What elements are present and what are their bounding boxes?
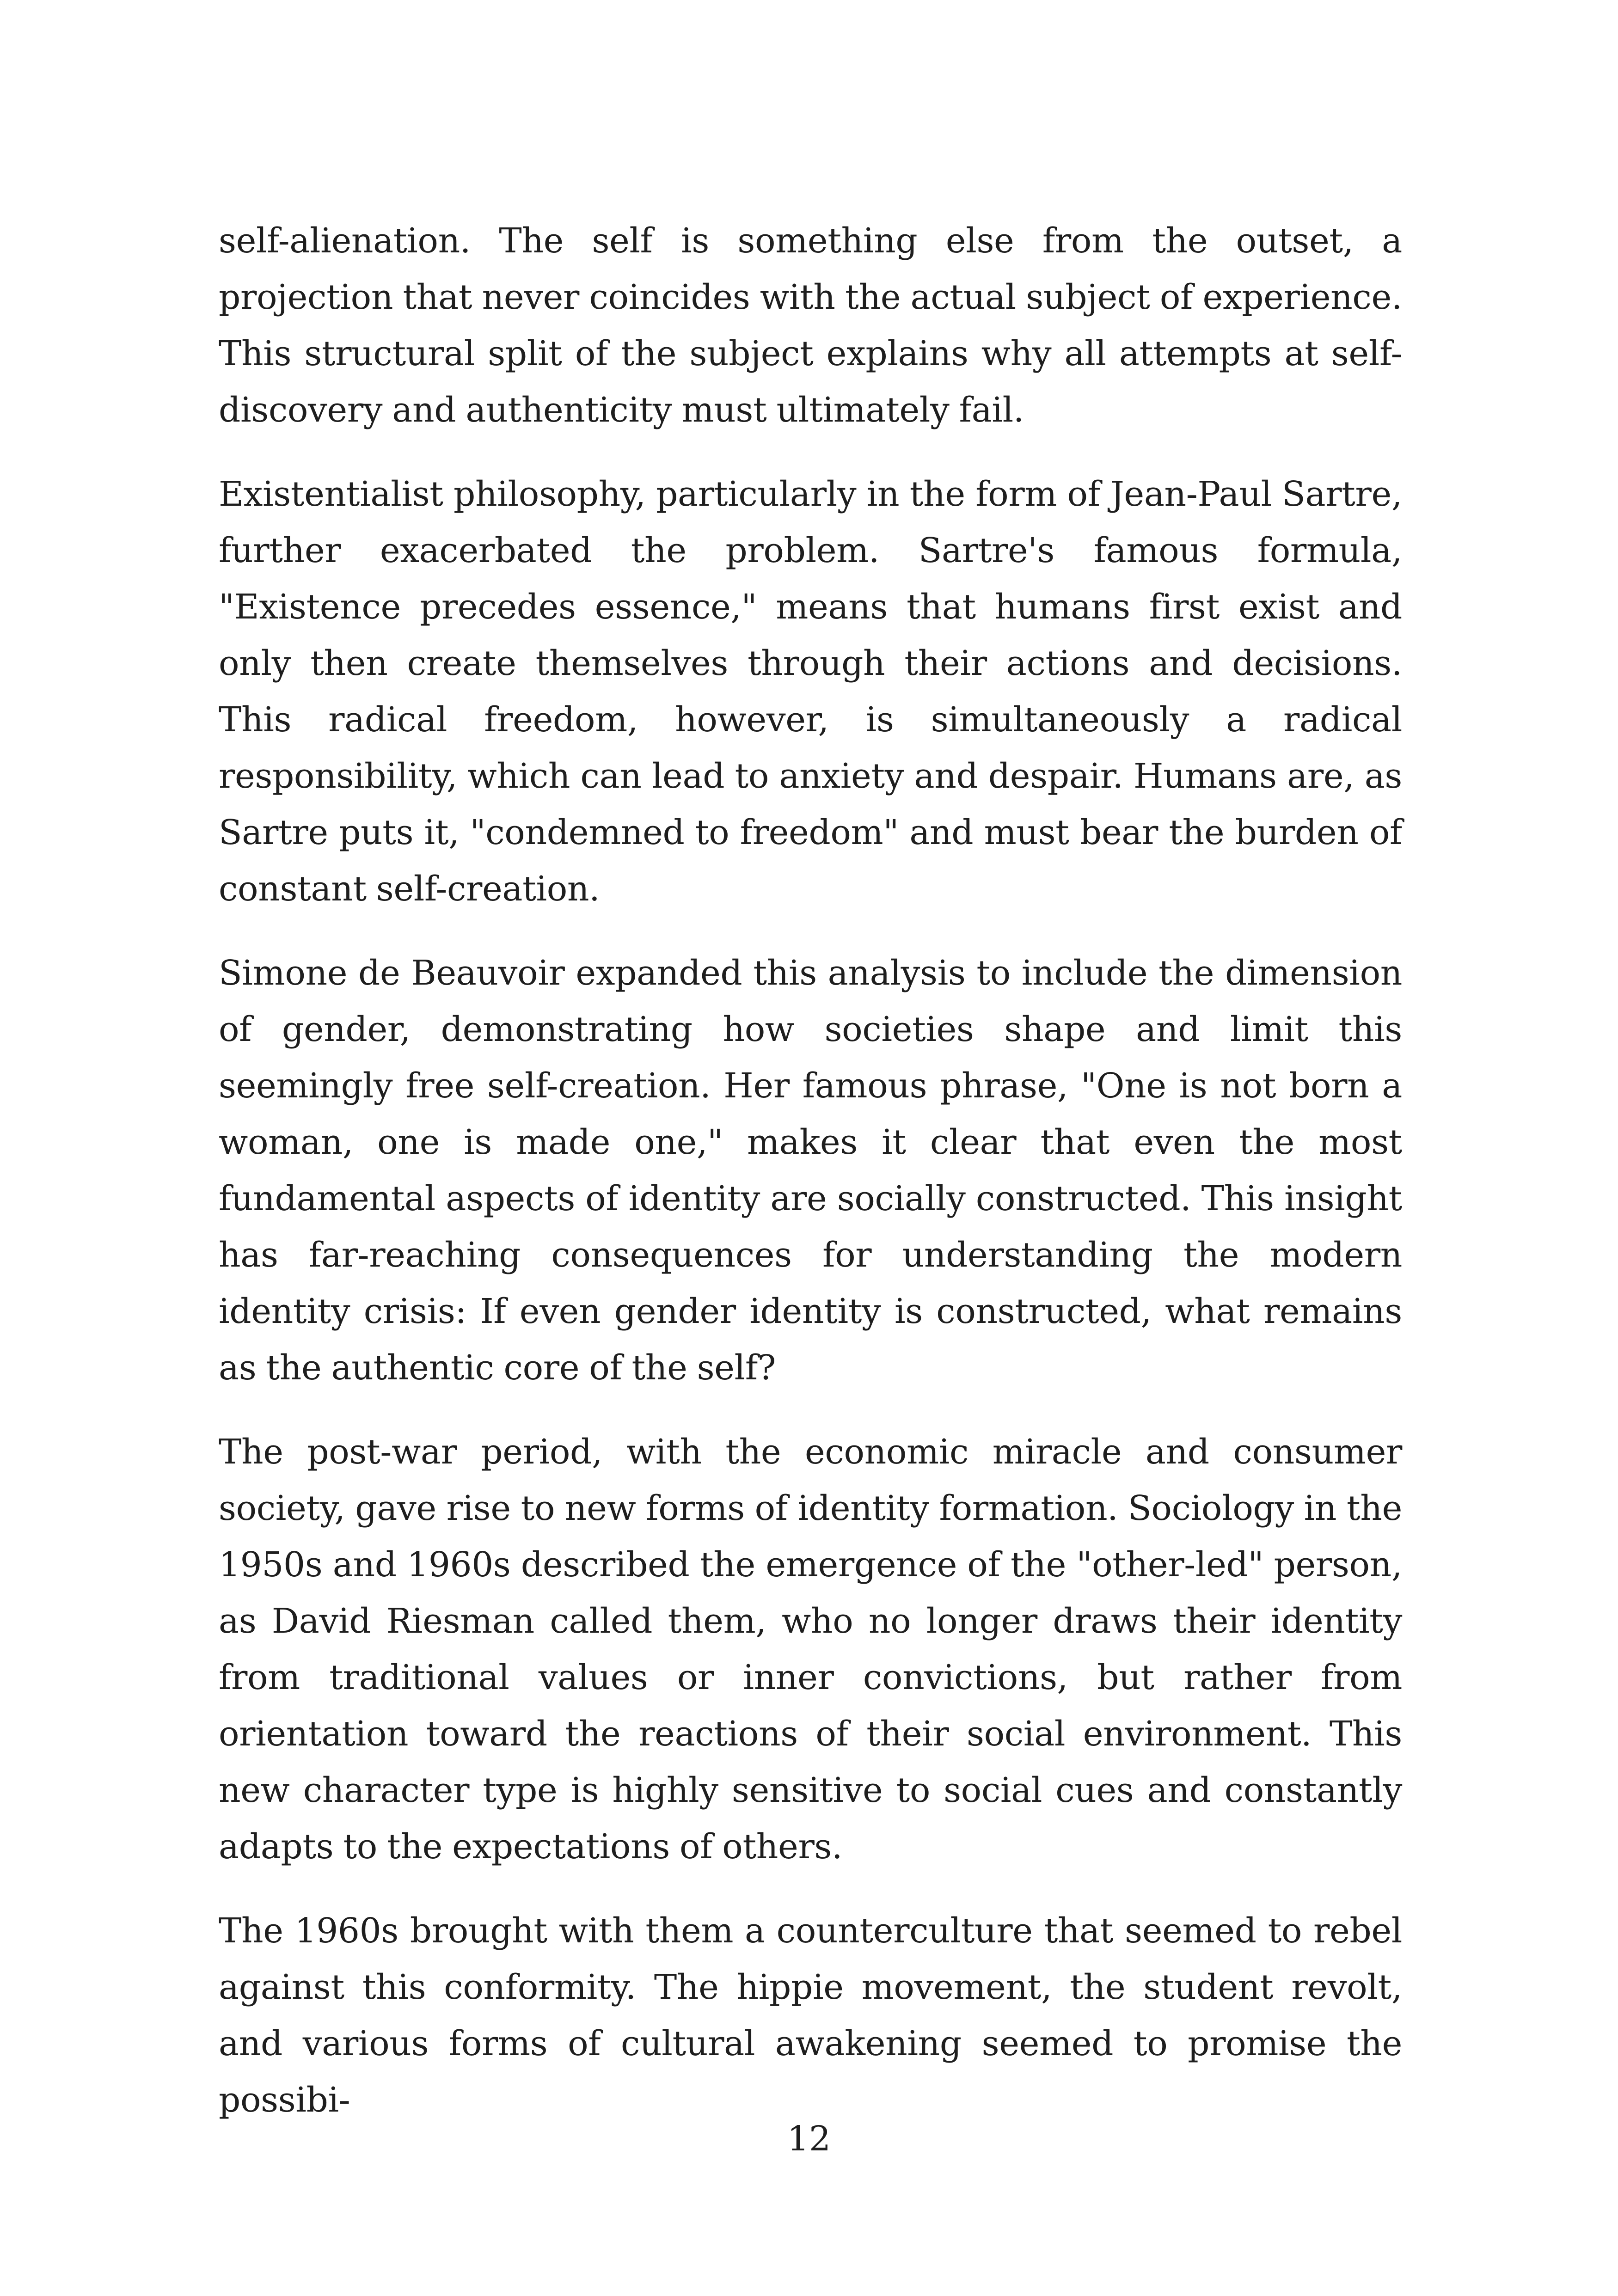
paragraph: The post-war period, with the economic miracle and consumer society, gave rise to new forms of identity formation. Sociology in the 1950s and 1960s described the emergence of the "other-led" person, as David Riesman called them, who no longer draws their identity from traditional values or inner convictions, but rather from orientation toward the reactions of their social environment. This new character type is highly sensitive to social cues and constantly adapts to the expectations of others. (219, 1432, 1402, 1867)
paragraph: Simone de Beauvoir expanded this analysis to include the dimension of gender, demonstrating how societies shape and limit this seemingly free self-creation. Her famous phrase, "One is not born a woman, one is made one," makes it clear that even the most fundamental aspects of identity are socially constructed. This insight has far-reaching consequences for understanding the modern identity crisis: If even gender identity is constructed, what remains as the authentic core of the self? (219, 953, 1402, 1388)
paragraph: self-alienation. The self is something else from the outset, a projection that never coincides with the actual subject of experience. This structural split of the subject explains why all attempts at self-discovery and authenticity must ultimately fail. (219, 221, 1402, 430)
page-number: 12 (787, 2119, 831, 2159)
body-text (219, 213, 1402, 2156)
paragraph: Existentialist philosophy, particularly in the form of Jean-Paul Sartre, further exacerbated the problem. Sartre's famous formula, "Existence precedes essence," means that humans first exist and only then create themselves through their actions and decisions. This radical freedom, however, is simultaneously a radical responsibility, which can lead to anxiety and despair. Humans are, as Sartre puts it, "condemned to freedom" and must bear the burden of constant self-creation. (219, 474, 1402, 909)
paragraph: The 1960s brought with them a counterculture that seemed to rebel against this conformity. The hippie movement, the student revolt, and various forms of cultural awakening seemed to promise the possibi- (219, 1911, 1402, 2120)
